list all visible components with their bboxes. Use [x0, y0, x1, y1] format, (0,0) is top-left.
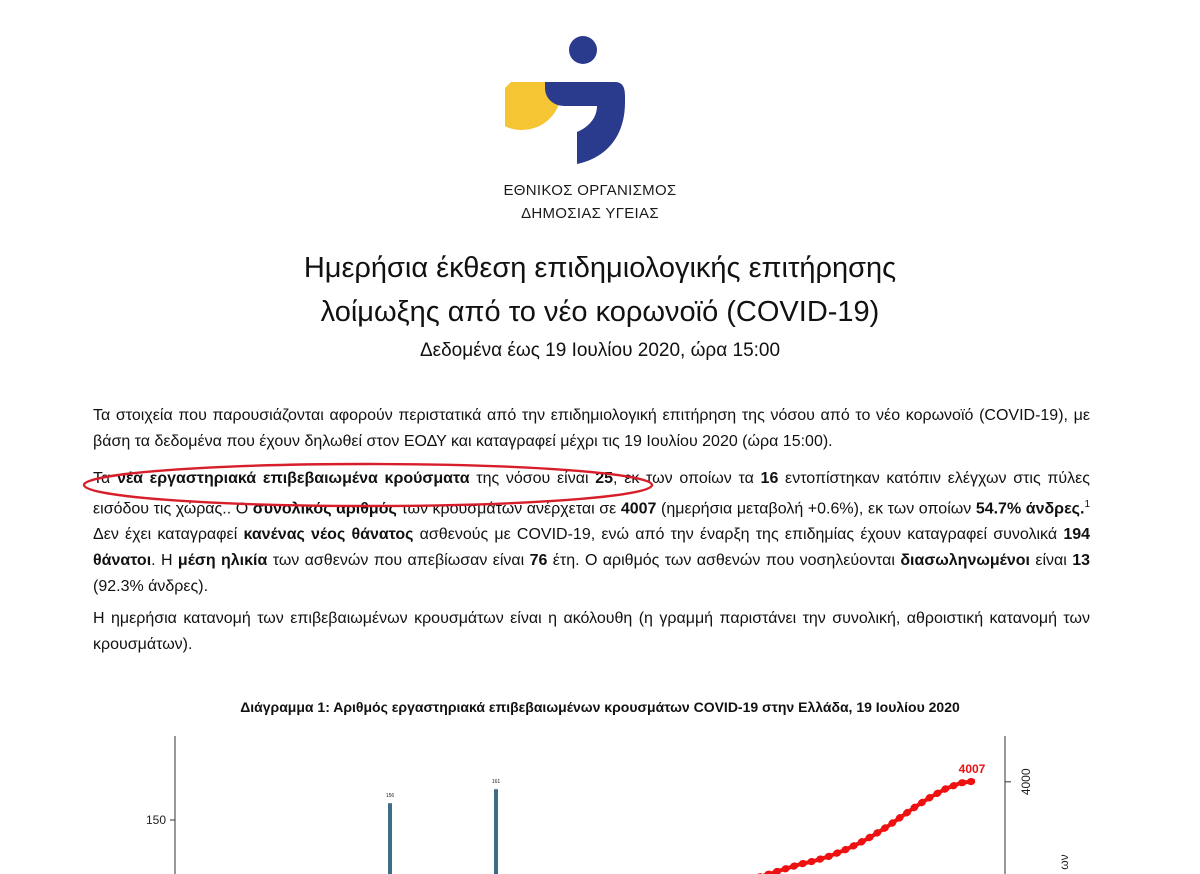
- text-span: (92.3% άνδρες).: [93, 578, 209, 596]
- cumulative-line: [610, 781, 975, 874]
- right-axis-label: ων: [1057, 854, 1071, 870]
- distribution-paragraph: Η ημερήσια κατανομή των επιβεβαιωμένων κρουσμάτων είναι η ακόλουθη (η γραμμή παριστάνει την συνολική, αθροιστική κατανομή των κρουσμάτων).: [93, 610, 1090, 653]
- footnote-marker: 1: [1084, 499, 1091, 510]
- text-span: ασθενούς με COVID-19, ενώ από την έναρξη της επιδημίας έχουν καταγραφεί συνολικά: [413, 526, 1064, 544]
- text-span: (ημερήσια μεταβολή +0.6%), εκ των οποίων: [656, 500, 976, 518]
- bar-value-label: 161: [491, 779, 501, 786]
- cases-chart: [0, 720, 1200, 874]
- intubated-count: 13: [1072, 552, 1091, 570]
- text-span: Δεν έχει καταγραφεί: [93, 526, 244, 544]
- logo-navy-shape: [545, 82, 625, 164]
- text-span: Τα: [93, 470, 117, 487]
- right-axis-tick-label: 4000: [1019, 768, 1033, 796]
- border-cases-count: 16: [760, 470, 779, 487]
- text-span: των ασθενών που απεβίωσαν είναι: [267, 552, 530, 570]
- report-title-line1: Ημερήσια έκθεση επιδημιολογικής επιτήρησης: [303, 252, 897, 284]
- text-span: , εκ των οποίων τα: [613, 470, 761, 487]
- summary-paragraph: [93, 466, 1090, 600]
- daily-cases-bar: [388, 803, 392, 874]
- male-percentage: 54.7% άνδρες.: [975, 500, 1085, 518]
- bar-value-label: 156: [385, 793, 395, 800]
- chart-title: Διάγραμμα 1: Αριθμός εργαστηριακά επιβεβαιωμένων κρουσμάτων COVID-19 στην Ελλάδα, 19 Ιουλίου 2020: [240, 699, 960, 715]
- cumulative-end-label: 4007: [958, 762, 986, 777]
- text-span: έτη. Ο αριθμός των ασθενών που νοσηλεύονται: [547, 552, 901, 570]
- total-deaths: 194 θάνατοι: [93, 526, 1091, 570]
- org-name-line2: ΔΗΜΟΣΙΑΣ ΥΓΕΙΑΣ: [521, 205, 659, 222]
- mean-age-value: 76: [529, 552, 548, 570]
- text-span: εντοπίστηκαν κατόπιν ελέγχων στις πύλες εισόδου τις χώρας.. Ο: [93, 470, 1091, 518]
- no-new-death: κανένας νέος θάνατος: [243, 526, 414, 544]
- total-cases-count: 4007: [620, 500, 657, 518]
- total-label: συνολικός αριθμός: [252, 500, 397, 518]
- left-axis-tick-label: 150: [145, 813, 166, 827]
- intubated-label: διασωληνωμένοι: [900, 552, 1030, 570]
- cumulative-line-core: [610, 781, 975, 874]
- daily-cases-bar: [494, 789, 498, 874]
- intro-paragraph: Τα στοιχεία που παρουσιάζονται αφορούν περιστατικά από την επιδημιολογική επιτήρηση της νόσου από το νέο κορωνοϊό (COVID-19), με βάση τα δεδομένα που έχουν δηλωθεί στον ΕΟΔΥ και καταγραφεί μέχρι τις 19 Ιουλίου 2020 (ώρα 15:00).: [93, 407, 1090, 450]
- text-span: της νόσου είναι: [469, 470, 596, 487]
- text-span: των κρουσμάτων ανέρχεται σε: [396, 500, 621, 518]
- report-date: Δεδομένα έως 19 Ιουλίου 2020, ώρα 15:00: [419, 340, 781, 361]
- logo-dot: [569, 36, 597, 64]
- text-span: είναι: [1029, 552, 1073, 570]
- new-cases-count: 25: [595, 470, 614, 487]
- new-cases-label: νέα εργαστηριακά επιβεβαιωμένα κρούσματα: [116, 470, 470, 487]
- eody-logo: [505, 30, 625, 170]
- report-title-line2: λοίμωξης από το νέο κορωνοϊό (COVID-19): [320, 296, 880, 328]
- text-span: . Η: [151, 552, 178, 570]
- mean-age-label: μέση ηλικία: [177, 552, 268, 570]
- org-name-line1: ΕΘΝΙΚΟΣ ΟΡΓΑΝΙΣΜΟΣ: [503, 182, 677, 199]
